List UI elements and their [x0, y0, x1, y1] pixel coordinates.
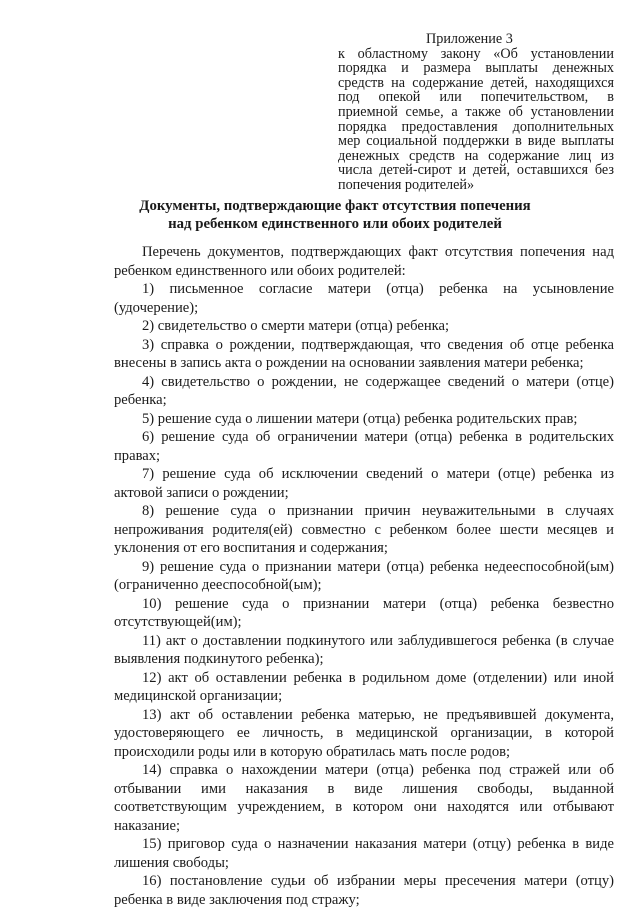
intro-paragraph: Перечень документов, подтверждающих факт отсутствия попечения над ребенком единственного или обоих родителей: — [114, 244, 614, 279]
list-item: 15) приговор суда о назначении наказания матери (отцу) ребенка в виде лишения свободы; — [114, 836, 614, 871]
list-item: 16) постановление судьи об избрании меры пресечения матери (отцу) ребенка в виде заключения под стражу; — [114, 873, 614, 908]
list-item: 4) свидетельство о рождении, не содержащее сведений о матери (отце) ребенка; — [114, 373, 614, 408]
document-heading — [100, 197, 570, 233]
list-item: 12) акт об оставлении ребенка в родильном доме (отделении) или иной медицинской организации; — [114, 669, 614, 704]
document-body — [114, 243, 614, 909]
appendix-text: к областному закону «Об установлении порядка и размера выплаты денежных средств на содержание детей, находящихся под опекой или попечительством, в приемной семье, а также об установлении порядка предоставления дополнительных мер социальной поддержки в виде выплаты денежных средств на содержание лиц из числа детей-сирот и детей, оставшихся без попечения родителей» — [338, 45, 614, 193]
list-item: 7) решение суда об исключении сведений о матери (отце) ребенка из актовой записи о рождении; — [114, 466, 614, 501]
heading-line-2: над ребенком единственного или обоих родителей — [168, 216, 502, 232]
list-item: 11) акт о доставлении подкинутого или заблудившегося ребенка (в случае выявления подкинутого ребенка); — [114, 632, 614, 667]
list-item: 6) решение суда об ограничении матери (отца) ребенка в родительских правах; — [114, 429, 614, 464]
list-item: 1) письменное согласие матери (отца) ребенка на усыновление (удочерение); — [114, 281, 614, 316]
list-item: 9) решение суда о признании матери (отца) ребенка недееспособной(ым) (ограниченно дееспособной(ым); — [114, 558, 614, 593]
list-item: 8) решение суда о признании причин неуважительными в случаях непроживания родителя(ей) совместно с ребенком более шести месяцев и уклонения от его воспитания и содержания; — [114, 503, 614, 556]
appendix-title: Приложение 3 — [426, 31, 513, 47]
heading-line-1: Документы, подтверждающие факт отсутствия попечения — [139, 198, 531, 214]
appendix-block — [338, 32, 614, 193]
list-item: 14) справка о нахождении матери (отца) ребенка под стражей или об отбывании ими наказания в виде лишения свободы, выданной соответствующим учреждением, в котором они находятся или отбывают наказание; — [114, 762, 614, 834]
list-item: 10) решение суда о признании матери (отца) ребенка безвестно отсутствующей(им); — [114, 595, 614, 630]
list-item: 2) свидетельство о смерти матери (отца) ребенка; — [142, 318, 450, 334]
list-item: 5) решение суда о лишении матери (отца) ребенка родительских прав; — [142, 410, 578, 427]
list-item: 3) справка о рождении, подтверждающая, что сведения об отце ребенка внесены в запись акта о рождении на основании заявления матери ребенка; — [114, 336, 614, 371]
list-item: 13) акт об оставлении ребенка матерью, не предъявившей документа, удостоверяющего ее личность, в медицинской организации, в которой происходили роды или в которую обратилась мать после родов; — [114, 706, 614, 760]
